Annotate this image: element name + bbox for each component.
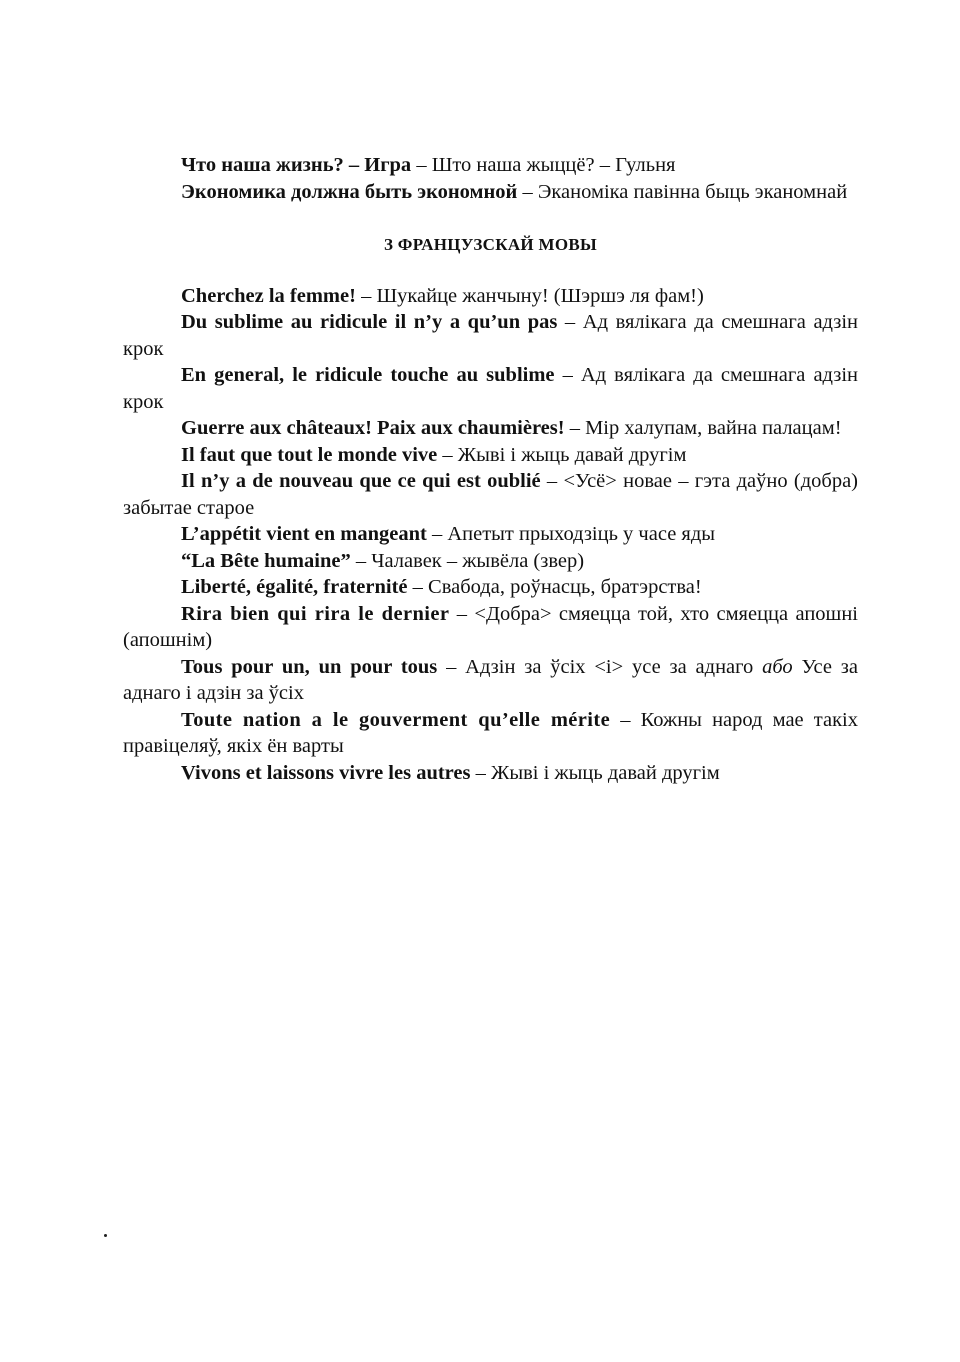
entry-8 (123, 468, 858, 521)
entry-translation: – Што наша жыццё? – Гульня (411, 154, 676, 176)
entry-4 (123, 309, 858, 362)
entry-translation: – Жыві і жыць давай другім (437, 443, 687, 466)
entry-translation: – Эканоміка павінна быць эканомнай (517, 180, 848, 203)
entry-13 (123, 654, 858, 707)
entry-phrase: Что наша жизнь? – Игра (181, 154, 412, 176)
entry-phrase: Guerre aux châteaux! Paix aux chaumières! (181, 417, 565, 439)
entry-phrase: Il n’y a de nouveau que ce qui est oublié (181, 470, 541, 492)
entry-phrase: Cherchez la femme! (181, 284, 356, 307)
section-heading: З ФРАНЦУЗСКАЙ МОВЫ (383, 235, 598, 254)
entry-connector: або (762, 655, 793, 678)
entry-phrase: Toute nation a le gouverment qu’elle mérite (181, 708, 611, 731)
entry-12 (123, 601, 858, 654)
entry-phrase: En general, le ridicule touche au sublime (181, 364, 555, 386)
entry-translation: – Жыві і жыць давай другім (470, 761, 720, 784)
entry-phrase: “La Bête humaine” (181, 549, 351, 572)
entry-translation: – Шукайце жанчыну! (Шэршэ ля фам!) (355, 284, 704, 307)
entry-7 (123, 442, 858, 469)
entry-2 (123, 179, 858, 206)
entry-11 (123, 574, 858, 601)
entry-14 (123, 707, 858, 760)
entry-3 (123, 283, 858, 310)
entry-6 (123, 415, 858, 442)
entry-phrase: Tous pour un, un pour tous (181, 655, 438, 678)
entry-5 (123, 362, 858, 415)
entry-translation-alt: Усе за аднаго і адзін за ўсіх (123, 655, 859, 704)
entry-translation: – <Усё> новае – гэта даўно (добра) забытае старое (123, 470, 858, 519)
entry-10 (123, 548, 858, 575)
entry-translation: – Чалавек – жывёла (звер) (350, 549, 585, 572)
entry-translation: – Кожны народ мае такіх правіцеляў, якіх ён варты (123, 708, 859, 757)
entry-phrase: Il faut que tout le monde vive (181, 443, 438, 466)
entry-translation: – Ад вялікага да смешнага адзін крок (123, 364, 858, 413)
entry-translation: – <Добра> смяецца той, хто смяецца апошні (апошнім) (123, 602, 858, 651)
entry-translation: – Свабода, роўнасць, братэрства! (407, 576, 702, 598)
entry-15 (123, 760, 858, 787)
scan-speck (104, 1234, 107, 1237)
entry-1 (123, 152, 858, 179)
entry-translation: – Ад вялікага да смешнага адзін крок (123, 311, 858, 360)
entry-phrase: L’appétit vient en mangeant (181, 523, 427, 545)
document-content (123, 152, 858, 786)
entry-phrase: Vivons et laissons vivre les autres (181, 761, 471, 784)
entry-phrase: Du sublime au ridicule il n’y a qu’un pas (181, 311, 558, 333)
entry-phrase: Экономика должна быть экономной (181, 180, 518, 203)
entry-9 (123, 521, 858, 548)
entry-phrase: Liberté, égalité, fraternité (181, 576, 408, 598)
entry-translation: – Адзін за ўсіх <і> усе за аднаго (437, 655, 763, 678)
entry-translation: – Апетыт прыходзіць у часе яды (426, 523, 716, 545)
entry-phrase: Rira bien qui rira le dernier (181, 602, 450, 625)
entry-translation: – Мір халупам, вайна палацам! (564, 417, 842, 439)
